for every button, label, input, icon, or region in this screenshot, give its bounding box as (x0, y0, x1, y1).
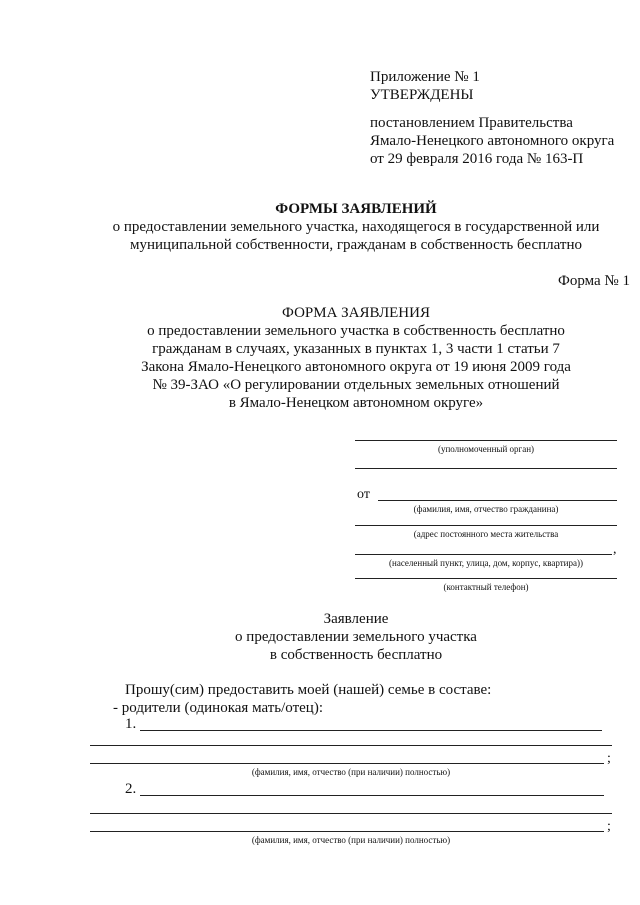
applicant-name-line[interactable] (378, 500, 617, 501)
item-1-number: 1. (125, 716, 137, 732)
statement-title: Заявление (323, 611, 389, 627)
form-subtitle-line-1: о предоставлении земельного участка в собственность бесплатно (147, 323, 565, 339)
item-1-line[interactable] (140, 730, 602, 731)
locality-comma: , (613, 542, 617, 557)
item-2-number: 2. (125, 781, 137, 797)
address-caption: (адрес постоянного места жительства (413, 529, 559, 539)
request-text: Прошу(сим) предоставить моей (нашей) семье в составе: (125, 682, 492, 698)
authority-line[interactable] (355, 440, 617, 441)
form-number: Форма № 1 (558, 273, 630, 289)
item-1-semicolon: ; (607, 751, 611, 766)
appendix-number: Приложение № 1 (370, 69, 480, 85)
authority-caption: (уполномоченный орган) (437, 444, 535, 454)
parents-label: - родители (одинокая мать/отец): (113, 700, 323, 716)
phone-caption: (контактный телефон) (443, 582, 529, 592)
decree-line-3: от 29 февраля 2016 года № 163-П (370, 151, 584, 167)
phone-line[interactable] (355, 578, 617, 579)
address-line[interactable] (355, 525, 617, 526)
item-2-line-3[interactable] (90, 831, 604, 832)
forms-subtitle-line-1: о предоставлении земельного участка, находящегося в государственной или (112, 219, 600, 235)
item-1-line-2[interactable] (90, 745, 612, 746)
item-2-line[interactable] (140, 795, 604, 796)
applicant-name-caption: (фамилия, имя, отчество гражданина) (413, 504, 559, 514)
authority-line-2[interactable] (355, 468, 617, 469)
from-label: от (357, 487, 370, 502)
form-subtitle-line-4: № 39-ЗАО «О регулировании отдельных земельных отношений (152, 377, 560, 393)
locality-line[interactable] (355, 554, 612, 555)
form-subtitle-line-3: Закона Ямало-Ненецкого автономного округа от 19 июня 2009 года (141, 359, 571, 375)
forms-heading: ФОРМЫ ЗАЯВЛЕНИЙ (275, 201, 437, 217)
locality-caption: (населенный пункт, улица, дом, корпус, квартира)) (389, 558, 583, 568)
item-1-caption: (фамилия, имя, отчество (при наличии) полностью) (251, 767, 451, 777)
item-2-semicolon: ; (607, 819, 611, 834)
form-subtitle-line-2: гражданам в случаях, указанных в пунктах 1, 3 части 1 статьи 7 (152, 341, 560, 357)
form-heading: ФОРМА ЗАЯВЛЕНИЯ (282, 305, 430, 321)
decree-line-2: Ямало-Ненецкого автономного округа (370, 133, 615, 149)
forms-subtitle-line-2: муниципальной собственности, гражданам в собственность бесплатно (130, 237, 582, 253)
decree-line-1: постановлением Правительства (370, 115, 573, 131)
form-subtitle-line-5: в Ямало-Ненецком автономном округе» (228, 395, 484, 411)
item-1-line-3[interactable] (90, 763, 604, 764)
item-2-caption: (фамилия, имя, отчество (при наличии) полностью) (251, 835, 451, 845)
item-2-line-2[interactable] (90, 813, 612, 814)
approved-label: УТВЕРЖДЕНЫ (370, 87, 474, 103)
statement-line-2: в собственность бесплатно (269, 647, 443, 663)
statement-line-1: о предоставлении земельного участка (235, 629, 477, 645)
